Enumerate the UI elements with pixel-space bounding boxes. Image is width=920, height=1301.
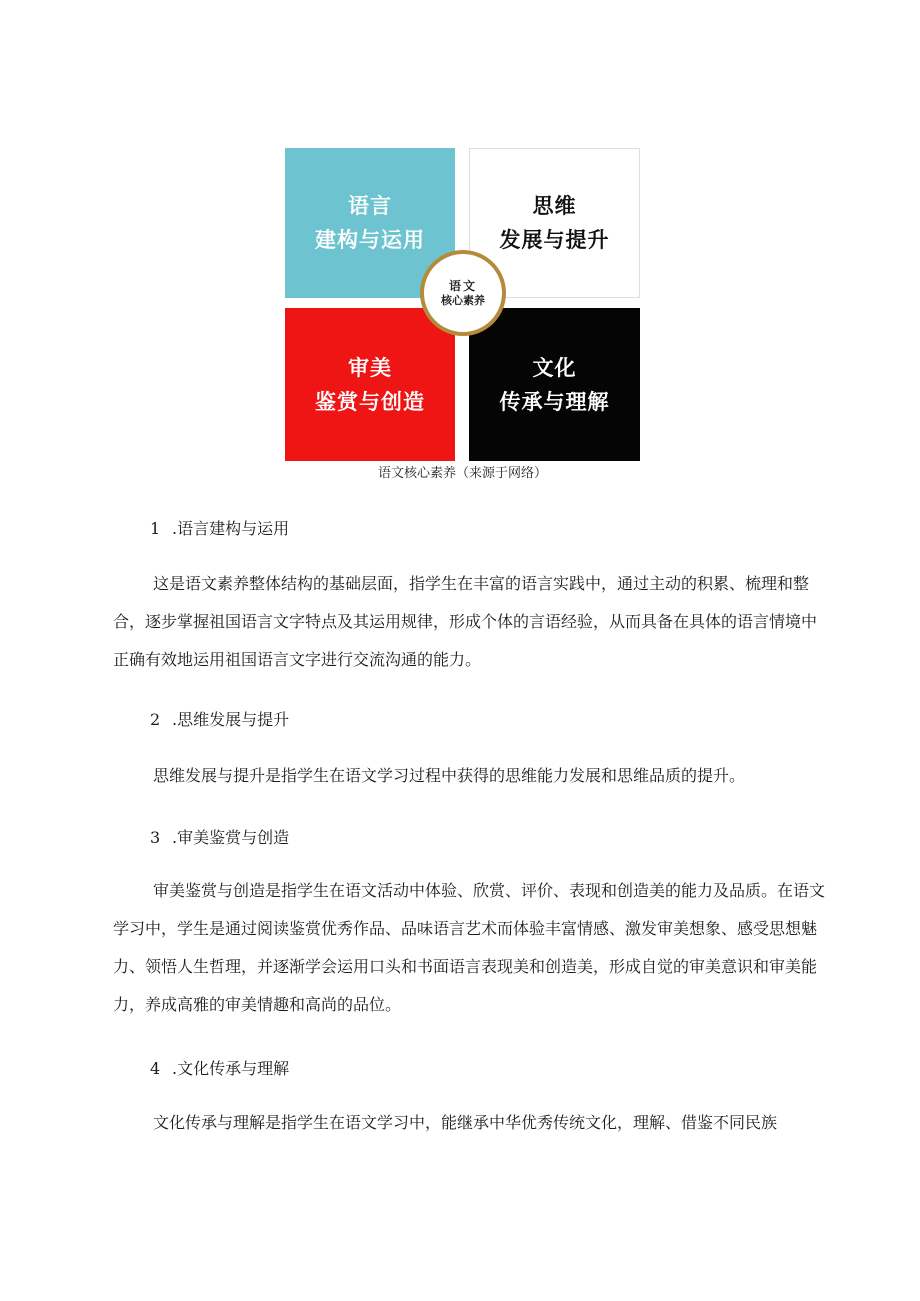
- section-paragraph-3: 审美鉴赏与创造是指学生在语文活动中体验、欣赏、评价、表现和创造美的能力及品质。在语文学习中，学生是通过阅读鉴赏优秀作品、品味语言艺术而体验丰富情感、激发审美想象、感受思想魅力、领悟人生哲理，并逐渐学会运用口头和书面语言表现美和创造美，形成自觉的审美意识和审美能力，养成高雅的审美情趣和高尚的品位。: [113, 881, 826, 1014]
- core-literacy-figure: [285, 148, 640, 461]
- section-heading-2: [150, 707, 289, 730]
- section-number: 3: [150, 828, 161, 847]
- quadrant-culture-line1: 文化: [532, 355, 577, 380]
- quadrant-aesthetic: [285, 308, 455, 461]
- section-heading-1: [150, 516, 289, 539]
- quadrant-culture-line2: 传承与理解: [499, 389, 610, 414]
- center-badge-line2: 核心素养: [441, 293, 485, 307]
- section-paragraph-2: 思维发展与提升是指学生在语文学习过程中获得的思维能力发展和思维品质的提升。: [153, 766, 746, 785]
- quadrant-culture: [469, 308, 640, 461]
- section-number: 4: [150, 1059, 161, 1078]
- figure-caption: 语文核心素养（来源于网络）: [377, 466, 547, 481]
- quadrant-thinking-line2: 发展与提升: [499, 228, 610, 252]
- quadrant-language-line1: 语言: [348, 194, 392, 218]
- center-badge: [420, 250, 506, 336]
- quadrant-aesthetic-line2: 鉴赏与创造: [315, 389, 425, 414]
- section-title: .思维发展与提升: [172, 710, 290, 729]
- section-paragraph-4: 文化传承与理解是指学生在语文学习中，能继承中华优秀传统文化，理解、借鉴不同民族: [153, 1113, 778, 1132]
- center-badge-line1: 语文: [448, 278, 477, 293]
- section-heading-4: [150, 1056, 289, 1079]
- section-title: .语言建构与运用: [172, 519, 290, 538]
- section-number: 2: [150, 710, 161, 729]
- section-heading-3: [150, 825, 289, 848]
- section-title: .文化传承与理解: [172, 1059, 290, 1078]
- section-title: .审美鉴赏与创造: [172, 828, 290, 847]
- section-number: 1: [150, 519, 161, 538]
- section-paragraph-1: 这是语文素养整体结构的基础层面，指学生在丰富的语言实践中，通过主动的积累、梳理和整合，逐步掌握祖国语言文字特点及其运用规律，形成个体的言语经验，从而具备在具体的语言情境中正确有效地运用祖国语言文字进行交流沟通的能力。: [113, 574, 818, 669]
- quadrant-language-line2: 建构与运用: [315, 228, 425, 252]
- quadrant-aesthetic-line1: 审美: [348, 355, 392, 380]
- quadrant-thinking-line1: 思维: [532, 194, 577, 218]
